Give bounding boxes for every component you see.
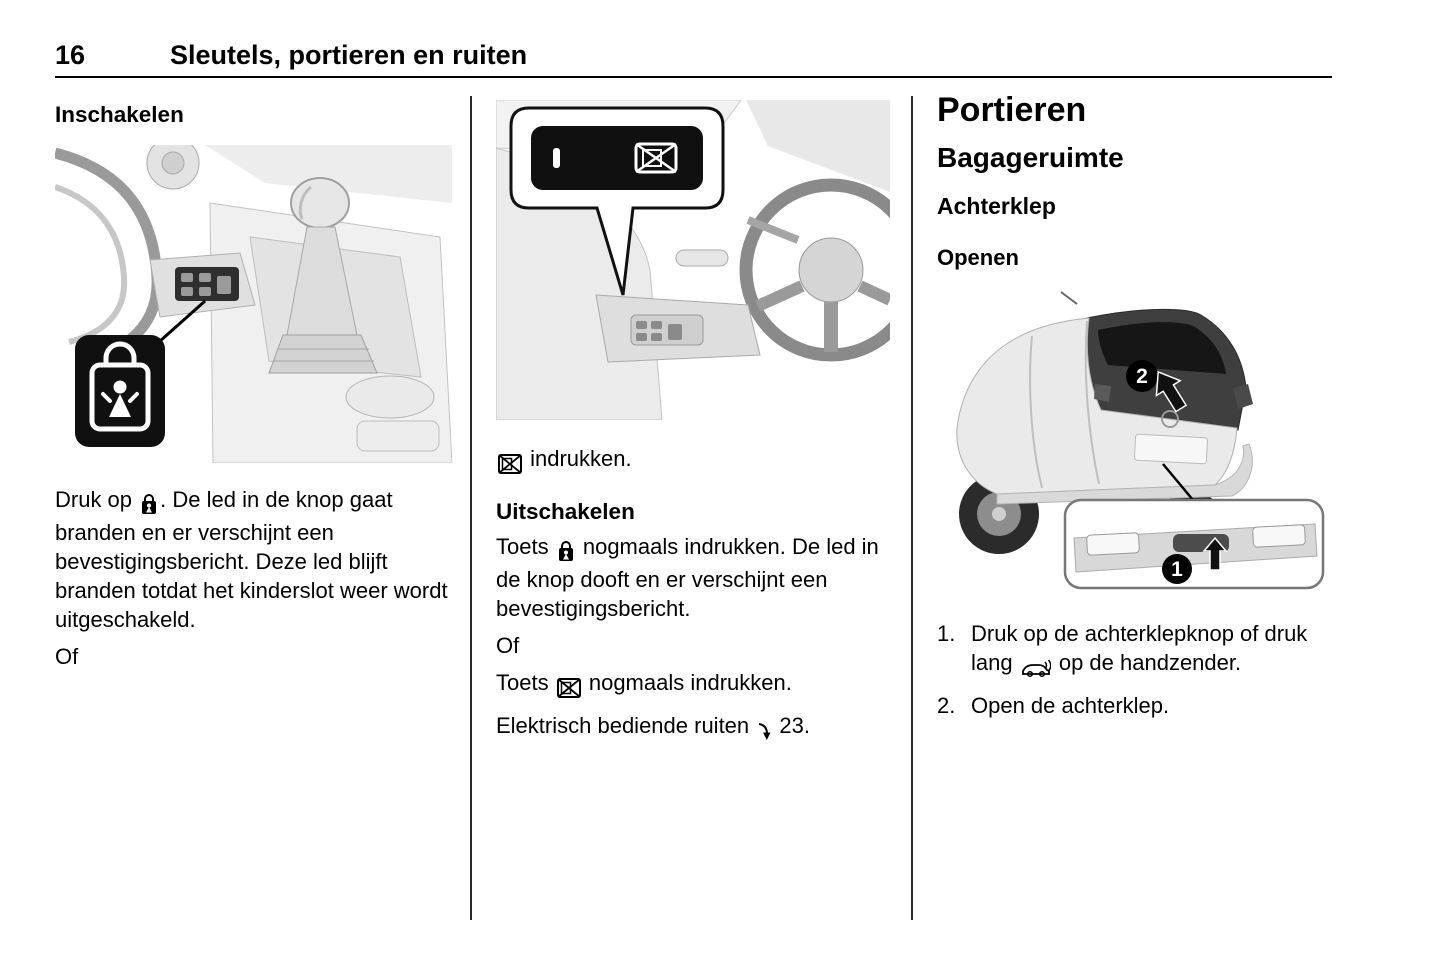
reference-text: Elektrisch bediende ruiten xyxy=(496,713,750,738)
door-panel-illustration xyxy=(496,100,890,420)
page-number: 16 xyxy=(55,40,86,70)
step-number: 2. xyxy=(937,693,956,718)
window-disable-icon xyxy=(498,448,522,477)
remote-transmitter-icon xyxy=(1021,652,1051,681)
heading-openen: Openen xyxy=(937,245,1019,270)
disable-text-before: Toets xyxy=(496,534,549,559)
console-child-lock-figure xyxy=(55,145,452,463)
press-instruction-text: indrukken. xyxy=(530,446,632,471)
press-again-before: Toets xyxy=(496,670,549,695)
cross-reference-line xyxy=(496,711,890,744)
car-rear-figure xyxy=(937,288,1327,593)
step-text: Open de achterklep. xyxy=(971,693,1170,718)
door-window-switch-figure xyxy=(496,100,890,420)
disable-text-after: nogmaals indrukken. De led in de knop dooft en er verschijnt een bevestigingsbericht. xyxy=(496,534,879,621)
column-divider-left xyxy=(470,96,472,920)
callout-1-label: 1 xyxy=(1171,558,1183,581)
heading-inschakelen: Inschakelen xyxy=(55,102,184,127)
press-instruction xyxy=(496,444,890,477)
or-label: Of xyxy=(496,633,520,658)
center-console-illustration xyxy=(55,145,452,463)
header-rule xyxy=(55,76,1332,78)
heading-portieren: Portieren xyxy=(937,91,1087,129)
right-column xyxy=(937,91,1334,730)
step-number: 1. xyxy=(937,621,956,646)
cross-reference-arrow-icon xyxy=(757,715,771,744)
tailgate-illustration xyxy=(937,288,1334,593)
column-divider-right xyxy=(911,96,913,920)
disable-paragraph xyxy=(496,532,890,623)
child-lock-icon xyxy=(140,489,158,518)
step-text: Druk op de achterklepknop of druk lang op de handzender. xyxy=(971,619,1334,681)
enable-paragraph xyxy=(55,485,452,634)
or-label: Of xyxy=(55,644,79,669)
list-item xyxy=(937,691,1334,720)
reference-page: 23. xyxy=(779,713,810,738)
enable-text-after: . De led in de knop gaat branden en er verschijnt een bevestigingsbericht. Deze led blijft branden totdat het kinderslot weer wordt uitgeschakeld. xyxy=(55,487,448,632)
child-lock-badge-icon xyxy=(75,335,165,447)
window-disable-icon xyxy=(557,672,581,701)
press-again-line xyxy=(496,668,890,701)
window-disable-button-icon xyxy=(531,126,703,190)
middle-column xyxy=(496,100,890,744)
child-lock-icon xyxy=(557,536,575,565)
heading-achterklep: Achterklep xyxy=(937,193,1056,219)
heading-bagageruimte: Bagageruimte xyxy=(937,142,1124,173)
open-steps-list xyxy=(937,619,1334,720)
callout-2-label: 2 xyxy=(1136,365,1148,388)
list-item xyxy=(937,619,1334,681)
left-column xyxy=(55,100,452,671)
chapter-title: Sleutels, portieren en ruiten xyxy=(170,40,528,70)
enable-text-before: Druk op xyxy=(55,487,133,512)
press-again-after: nogmaals indrukken. xyxy=(588,670,792,695)
heading-uitschakelen: Uitschakelen xyxy=(496,499,635,524)
